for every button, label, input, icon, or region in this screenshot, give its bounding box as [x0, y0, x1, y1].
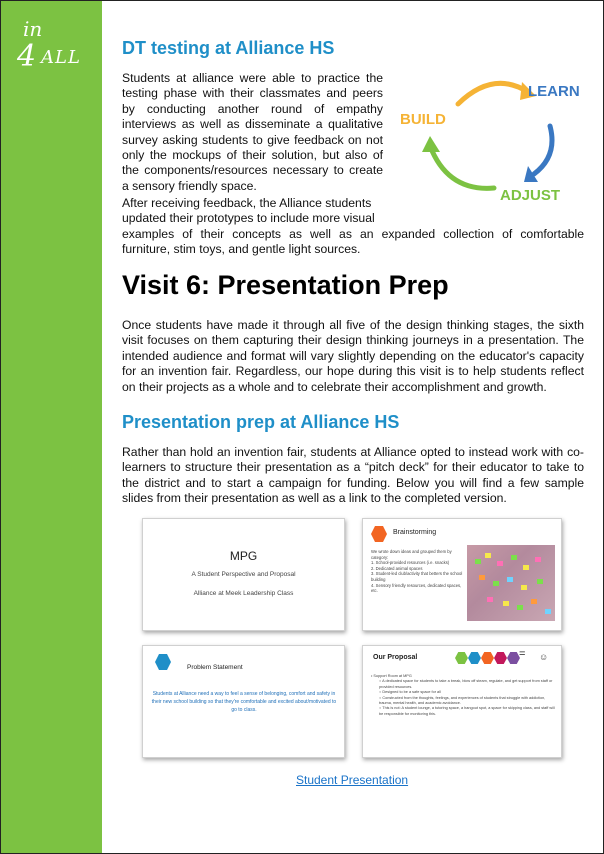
sticky-note	[487, 597, 493, 602]
slide2-item-4-text: Sensory friendly resources, dedicated spaces, etc.	[371, 582, 462, 594]
slide2-title: Brainstorming	[393, 529, 437, 536]
visit-6-paragraph: Once students have made it through all five of the design thinking stages, the sixth visit focuses on them capturing their design thinking journeys in a presentation. The intended audience and format will vary slightly depending on the educator's capacity for an invention fair. Regardless, our hope during this visit is to help students reflect on their projects as a whole and to celebrate their accomplishment and growth.	[122, 318, 584, 394]
slide4-bullet-3: ○ Constructed from the thoughts, feelings, and experiences of students that struggle with addiction, trauma, mental health, and academic avoidance.	[379, 695, 546, 706]
sticky-note	[523, 565, 529, 570]
slide4-body	[371, 674, 557, 717]
orange-hex-icon	[481, 652, 494, 664]
slide1-subtitle: A Student Perspective and Proposal	[191, 571, 296, 578]
adjust-arrowhead	[422, 136, 440, 152]
slide4-bullet-2: ○ Designed to be a safe space for all	[379, 690, 441, 695]
dt-paragraph-2	[122, 196, 584, 258]
slide2-list	[371, 549, 463, 594]
sticky-note	[497, 561, 503, 566]
slide2-item-3: 3. Student-led club/activity that betters the school building	[371, 571, 463, 582]
build-learn-adjust-cycle	[398, 66, 588, 206]
slide3-title: Problem Statement	[187, 664, 243, 671]
slide-mpg-title	[142, 518, 345, 631]
slide-our-proposal	[362, 645, 562, 758]
people-icon: ☺	[539, 652, 549, 662]
slide4-bullet-4-text: This is not: A student lounge, a tutoring space, a hangout spot, a space for skipping class, and staff will be responsible for monitoring this.	[379, 706, 555, 716]
sticky-note	[521, 585, 527, 590]
equals-sign: =	[519, 648, 526, 660]
slide3-body: Students at Alliance need a way to feel a sense of belonging, comfort and safety in their new school building so that they're comfortable and excited about/motivated to go to class.	[151, 691, 337, 713]
slide1-class: Alliance at Meek Leadership Class	[193, 590, 294, 597]
sticky-note	[517, 605, 523, 610]
sticky-note	[531, 599, 537, 604]
adjust-arrow-arc	[430, 146, 494, 188]
learn-label: LEARN	[528, 83, 580, 100]
orange-hex-icon	[371, 526, 387, 542]
sticky-note	[537, 579, 543, 584]
learn-arrow-arc	[534, 126, 552, 174]
pp-section-title: Presentation prep at Alliance HS	[122, 412, 400, 432]
logo-all: ALL	[41, 47, 81, 68]
sticky-note	[545, 609, 551, 614]
slide2-item-1: 1. School-provided resources (i.e. snacks)	[371, 560, 450, 566]
blue-hex-icon	[155, 654, 171, 670]
adjust-label: ADJUST	[500, 187, 561, 204]
sticky-notes-photo	[467, 545, 555, 621]
green-sidebar	[1, 1, 102, 853]
slide4-title: Our Proposal	[373, 654, 418, 661]
sticky-note	[493, 581, 499, 586]
dt-paragraph-2-rest: examples of their concepts as well as an expanded collection of comfortable furniture, stim toys, and gentle light sources.	[122, 226, 584, 257]
dt-paragraph-1: Students at alliance were able to practice the testing phase with their classmates and peers by conducting another round of empathy interviews as well as disseminate a qualitative survey asking students to give feedback on not only the mockups of their solution, but also of the components/resources necessary to create a sensory friendly space.	[122, 71, 383, 193]
slide-brainstorming	[362, 518, 562, 631]
slide2-item-2: 2. Dedicated animal spaces	[371, 565, 423, 571]
slide1-title: MPG	[229, 549, 258, 563]
sticky-note	[503, 601, 509, 606]
sticky-note	[507, 577, 513, 582]
slide4-bullet-1-text: A dedicated space for students to take a break, blow off steam, regulate, and get support from staff or provided resources.	[379, 679, 553, 689]
slide-problem-statement	[142, 645, 345, 758]
dt-section-title: DT testing at Alliance HS	[122, 38, 335, 58]
dt-paragraph-2-line1: After receiving feedback, the Alliance students updated their prototypes to include more visual	[122, 196, 375, 226]
slide4-bullet-4: ○ This is not: A student lounge, a tutoring space, a hangout spot, a space for skipping class, and staff will be responsible for monitoring this.	[379, 706, 555, 716]
slide2-item-3-text: Student-led club/activity that betters the school building	[371, 571, 463, 582]
slide4-main-bullet: • Support Room at MPG	[371, 674, 412, 678]
slide4-bullet-1: ○ A dedicated space for students to take a break, blow off steam, regulate, and get support from staff or provided resources.	[379, 679, 553, 689]
logo-in: in	[23, 17, 43, 41]
sticky-note	[535, 557, 541, 562]
visit-6-title: Visit 6: Presentation Prep	[122, 270, 449, 300]
build-arrow-arc	[458, 83, 528, 104]
slide4-main: Support Room at MPG	[373, 674, 412, 678]
slide4-bullet-2-text: Designed to be a safe space for all	[382, 690, 441, 695]
slide2-intro: We wrote down ideas and grouped them by category:	[371, 549, 452, 560]
slide2-item-2-text: Dedicated animal spaces	[375, 565, 423, 571]
magenta-hex-icon	[494, 652, 507, 664]
in4all-logo	[15, 17, 87, 77]
sticky-note	[485, 553, 491, 558]
sticky-note	[479, 575, 485, 580]
sticky-note	[511, 555, 517, 560]
logo-4: 4	[17, 39, 37, 74]
blue-hex-icon	[468, 652, 481, 664]
slide2-item-4: 4. Sensory friendly resources, dedicated spaces, etc.	[371, 582, 462, 594]
green-hex-icon	[455, 652, 468, 664]
student-presentation-link[interactable]: Student Presentation	[296, 773, 409, 787]
pp-paragraph: Rather than hold an invention fair, students at Alliance opted to instead work with co-learners to structure their presentation as a “pitch deck” for their educator to take to the district and to start a campaign for funding. Below you will find a few sample slides from their presentation as well as a link to the completed version.	[122, 445, 584, 506]
slide4-bullet-3-text: Constructed from the thoughts, feelings, and experiences of students that struggle with addiction, trauma, mental health, and academic avoidance.	[379, 695, 546, 706]
sticky-note	[475, 559, 481, 564]
slide2-item-1-text: School-provided resources (i.e. snacks)	[375, 560, 450, 566]
build-label: BUILD	[400, 111, 446, 128]
